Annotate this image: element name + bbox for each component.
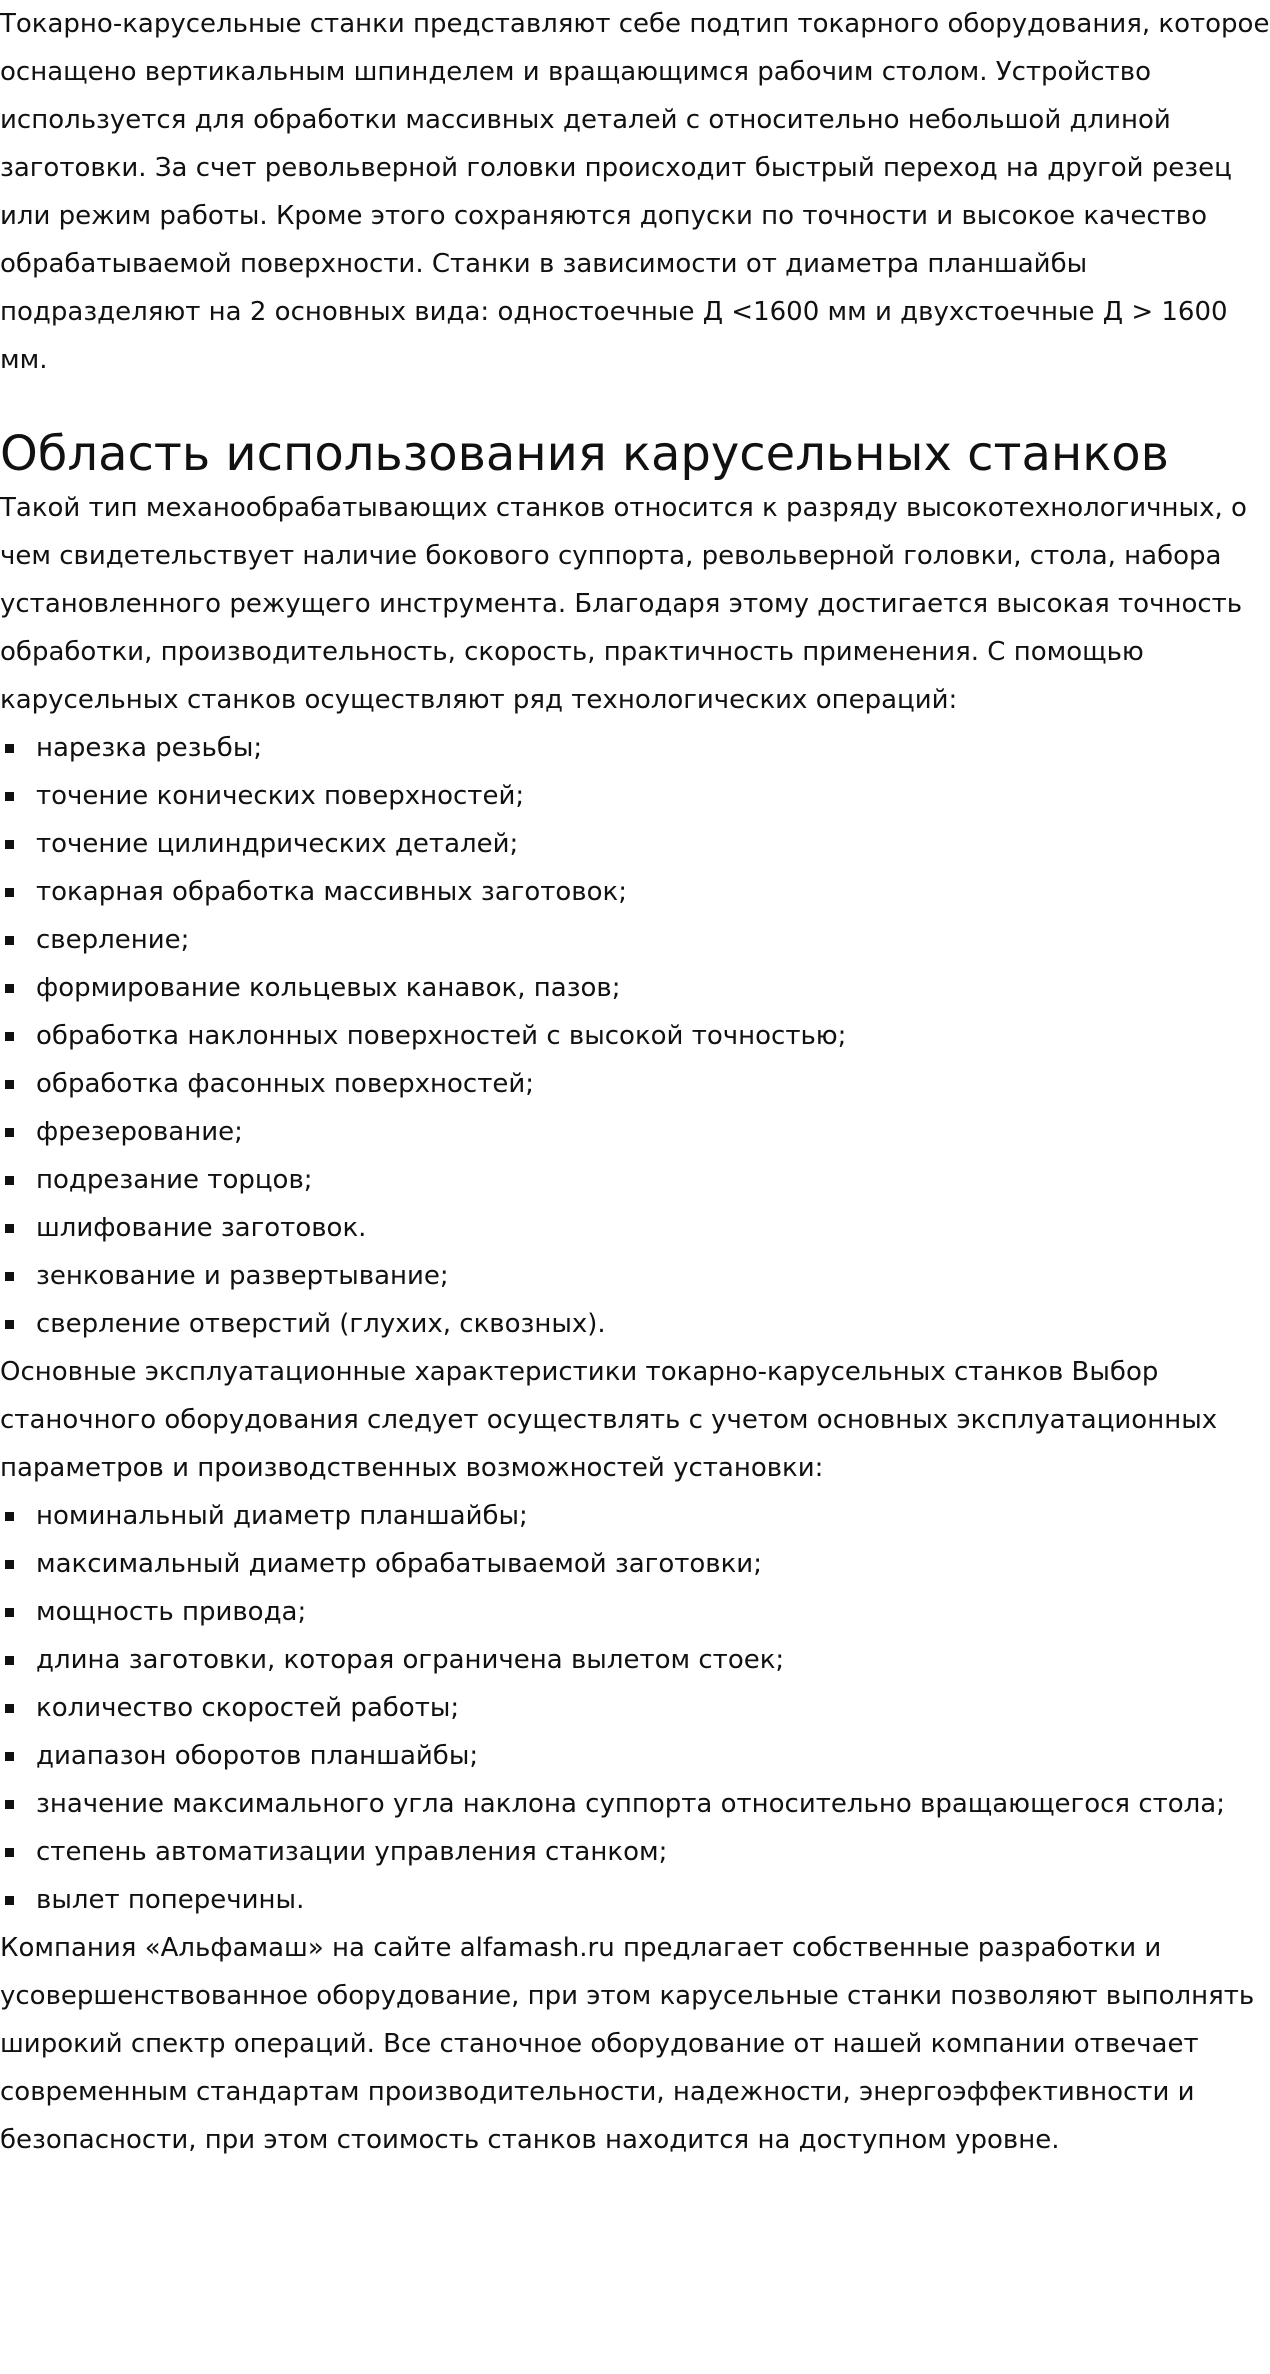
list-item (0, 1156, 1270, 1204)
list-item (0, 1108, 1270, 1156)
list-item (0, 964, 1270, 1012)
list-item-text: максимальный диаметр обрабатываемой заготовки; (36, 1549, 762, 1579)
square-bullet-icon (5, 1080, 14, 1089)
square-bullet-icon (5, 1176, 14, 1185)
company-paragraph: Компания «Альфамаш» на сайте alfamash.ru предлагает собственные разработки и усовершенствованное оборудование, при этом карусельные станки позволяют выполнять широкий спектр операций. Все станочное оборудование от нашей компании отвечает современным стандартам производительности, надежности, энергоэффективности и безопасности, при этом стоимость станков находится на доступном уровне. (0, 1933, 1255, 2155)
square-bullet-icon (5, 1848, 14, 1857)
square-bullet-icon (5, 1128, 14, 1137)
list-item (0, 724, 1270, 772)
list-item-text: количество скоростей работы; (36, 1693, 460, 1723)
list-item (0, 1636, 1270, 1684)
square-bullet-icon (5, 1272, 14, 1281)
list-item-text: обработка фасонных поверхностей; (36, 1069, 535, 1099)
square-bullet-icon (5, 888, 14, 897)
list-item-text: вылет поперечины. (36, 1885, 305, 1915)
square-bullet-icon (5, 1608, 14, 1617)
list-item (0, 868, 1270, 916)
list-item-text: точение цилиндрических деталей; (36, 829, 519, 859)
list-item (0, 820, 1270, 868)
list-item (0, 1588, 1270, 1636)
square-bullet-icon (5, 1896, 14, 1905)
square-bullet-icon (5, 1032, 14, 1041)
list-item-text: шлифование заготовок. (36, 1213, 367, 1243)
list-item-text: токарная обработка массивных заготовок; (36, 877, 628, 907)
list-item-text: диапазон оборотов планшайбы; (36, 1741, 479, 1771)
list-item (0, 916, 1270, 964)
list-item-text: подрезание торцов; (36, 1165, 313, 1195)
square-bullet-icon (5, 1752, 14, 1761)
square-bullet-icon (5, 1800, 14, 1809)
square-bullet-icon (5, 1320, 14, 1329)
list-item-text: мощность привода; (36, 1597, 307, 1627)
square-bullet-icon (5, 1224, 14, 1233)
list-item-text: степень автоматизации управления станком; (36, 1837, 668, 1867)
characteristics-list (0, 1492, 1270, 1924)
list-item (0, 1204, 1270, 1252)
square-bullet-icon (5, 792, 14, 801)
square-bullet-icon (5, 984, 14, 993)
list-item (0, 1732, 1270, 1780)
list-item (0, 1828, 1270, 1876)
list-item-text: точение конических поверхностей; (36, 781, 525, 811)
list-item-text: обработка наклонных поверхностей с высокой точностью; (36, 1021, 847, 1051)
section-heading: Область использования карусельных станков (0, 426, 1169, 482)
list-item-text: фрезерование; (36, 1117, 243, 1147)
list-item (0, 1876, 1270, 1924)
square-bullet-icon (5, 744, 14, 753)
list-item (0, 1492, 1270, 1540)
intro-paragraph: Токарно-карусельные станки представляют себе подтип токарного оборудования, которое оснащено вертикальным шпинделем и вращающимся рабочим столом. Устройство используется для обработки массивных деталей с относительно небольшой длиной заготовки. За счет револьверной головки происходит быстрый переход на другой резец или режим работы. Кроме этого сохраняются допуски по точности и высокое качество обрабатываемой поверхности. Станки в зависимости от диаметра планшайбы подразделяют на 2 основных вида: одностоечные Д <1600 мм и двухстоечные Д > 1600 мм. (0, 9, 1270, 375)
list-item-text: сверление; (36, 925, 190, 955)
list-item (0, 1060, 1270, 1108)
operations-list (0, 724, 1270, 1348)
square-bullet-icon (5, 1656, 14, 1665)
square-bullet-icon (5, 840, 14, 849)
list-item-text: номинальный диаметр планшайбы; (36, 1501, 528, 1531)
list-item-text: длина заготовки, которая ограничена вылетом стоек; (36, 1645, 785, 1675)
characteristics-paragraph: Основные эксплуатационные характеристики токарно-карусельных станков Выбор станочного оборудования следует осуществлять с учетом основных эксплуатационных параметров и производственных возможностей установки: (0, 1357, 1218, 1483)
square-bullet-icon (5, 1704, 14, 1713)
list-item (0, 1540, 1270, 1588)
usage-section-heading-wrap (0, 424, 1270, 484)
square-bullet-icon (5, 1560, 14, 1569)
list-item (0, 1252, 1270, 1300)
list-item-text: сверление отверстий (глухих, сквозных). (36, 1309, 606, 1339)
usage-paragraph: Такой тип механообрабатывающих станков относится к разряду высокотехнологичных, о чем свидетельствует наличие бокового суппорта, револьверной головки, стола, набора установленного режущего инструмента. Благодаря этому достигается высокая точность обработки, производительность, скорость, практичность применения. С помощью карусельных станков осуществляют ряд технологических операций: (0, 493, 1247, 715)
list-item-text: формирование кольцевых канавок, пазов; (36, 973, 621, 1003)
list-item (0, 772, 1270, 820)
square-bullet-icon (5, 1512, 14, 1521)
list-item (0, 1300, 1270, 1348)
list-item-text: зенкование и развертывание; (36, 1261, 449, 1291)
list-item-text: нарезка резьбы; (36, 733, 263, 763)
list-item (0, 1780, 1270, 1828)
list-item (0, 1684, 1270, 1732)
list-item (0, 1012, 1270, 1060)
square-bullet-icon (5, 936, 14, 945)
list-item-text: значение максимального угла наклона суппорта относительно вращающегося стола; (36, 1789, 1225, 1819)
